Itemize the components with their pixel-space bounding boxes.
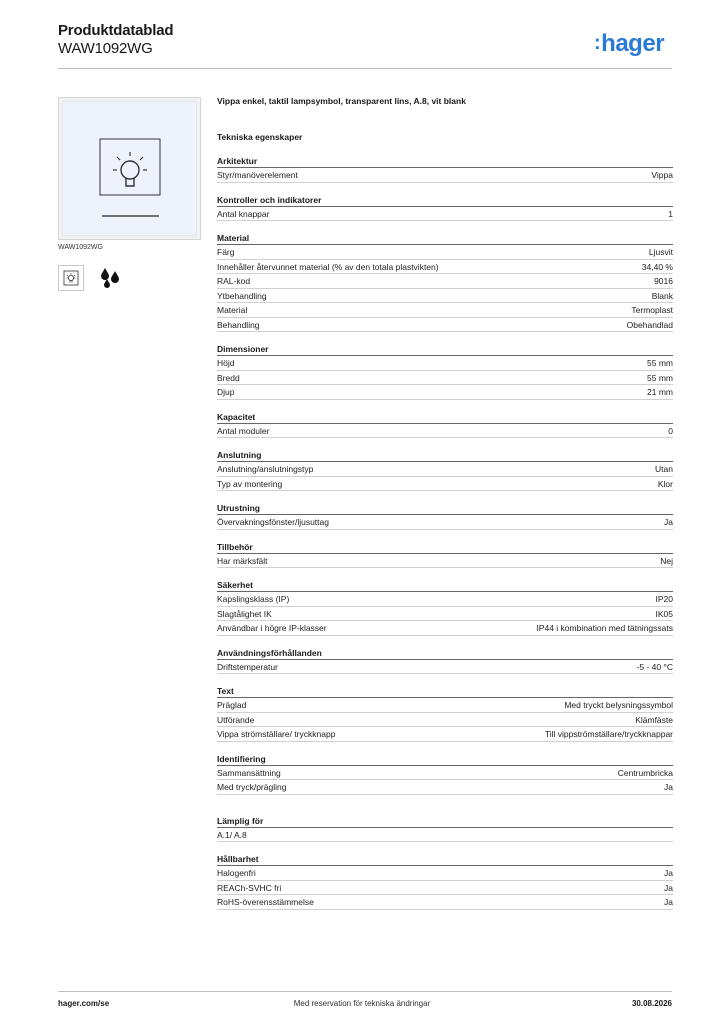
spec-row xyxy=(217,766,673,781)
spec-value: Med tryckt belysningssymbol xyxy=(564,700,673,710)
section-title: Kapacitet xyxy=(217,411,673,424)
spec-section xyxy=(217,815,673,843)
spec-value: IP20 xyxy=(655,594,673,604)
hager-logo xyxy=(594,30,664,58)
spec-value: 55 mm xyxy=(647,372,673,383)
spec-key: Djup xyxy=(217,387,235,397)
spec-row xyxy=(217,621,673,636)
spec-value: Vippa xyxy=(651,170,673,180)
spec-value: 9016 xyxy=(654,276,673,286)
document-title: Produktdatablad xyxy=(58,22,174,39)
spec-row xyxy=(217,895,673,910)
spec-row xyxy=(217,371,673,386)
section-title: Utrustning xyxy=(217,502,673,515)
spec-row xyxy=(217,245,673,260)
spec-section xyxy=(217,155,673,183)
spec-row xyxy=(217,592,673,607)
spec-row xyxy=(217,274,673,289)
section-title: Material xyxy=(217,232,673,245)
spec-value: Till vippströmställare/tryckknappar xyxy=(544,729,673,739)
spec-value: Ja xyxy=(664,882,673,893)
spec-key: Användbar i högre IP-klasser xyxy=(217,623,327,633)
section-title: Dimensioner xyxy=(217,343,673,356)
spec-key: Driftstemperatur xyxy=(217,661,278,672)
spec-key: Färg xyxy=(217,247,235,257)
image-caption: WAW1092WG xyxy=(58,244,103,251)
spec-section xyxy=(217,343,673,400)
spec-section xyxy=(217,232,673,332)
spec-row xyxy=(217,207,673,222)
spec-value: Ja xyxy=(664,868,673,878)
spec-row xyxy=(217,713,673,728)
product-specs xyxy=(217,96,673,921)
logo-colon-mark: : xyxy=(594,32,601,54)
spec-key: Kapslingsklass (IP) xyxy=(217,594,290,604)
spec-key: Antal moduler xyxy=(217,425,270,436)
spec-key: Övervakningsfönster/ljusuttag xyxy=(217,517,329,527)
logo-text: hager xyxy=(601,30,665,57)
spec-value: Obehandlad xyxy=(626,319,673,330)
spec-row xyxy=(217,477,673,492)
spec-row xyxy=(217,424,673,439)
section-title: Lämplig för xyxy=(217,815,673,828)
lamp-symbol-graphic xyxy=(62,101,197,236)
product-description: Vippa enkel, taktil lampsymbol, transparent lins, A.8, vit blank xyxy=(217,96,466,106)
spec-row xyxy=(217,318,673,333)
product-image xyxy=(58,97,201,240)
spec-section xyxy=(217,685,673,742)
product-code: WAW1092WG xyxy=(58,40,153,57)
spec-value: Centrumbricka xyxy=(617,767,673,778)
spec-value: 1 xyxy=(668,208,673,219)
spec-value: 55 mm xyxy=(647,358,673,368)
spec-key: Styr/manöverelement xyxy=(217,170,298,180)
section-title: Kontroller och indikatorer xyxy=(217,194,673,207)
spec-section xyxy=(217,753,673,795)
spec-value: Ja xyxy=(664,517,673,527)
section-title: Identifiering xyxy=(217,753,673,766)
spec-value: 21 mm xyxy=(647,387,673,397)
section-title: Användningsförhållanden xyxy=(217,647,673,660)
spec-key: Har märksfält xyxy=(217,555,268,566)
section-title: Säkerhet xyxy=(217,579,673,592)
spec-key: Anslutning/anslutningstyp xyxy=(217,464,314,474)
spec-row xyxy=(217,698,673,713)
spec-key: Behandling xyxy=(217,319,260,330)
spec-row xyxy=(217,828,673,843)
spec-value: Klor xyxy=(657,478,673,489)
section-title: Anslutning xyxy=(217,449,673,462)
spec-value: IP44 i kombination med tätningssats xyxy=(536,623,673,633)
tech-properties-heading: Tekniska egenskaper xyxy=(217,132,303,142)
spec-section xyxy=(217,853,673,910)
spec-value: Ja xyxy=(664,897,673,907)
spec-key: REACh-SVHC fri xyxy=(217,882,282,893)
header-divider xyxy=(58,68,672,69)
section-title: Hållbarhet xyxy=(217,853,673,866)
spec-row xyxy=(217,727,673,742)
spec-key: Bredd xyxy=(217,372,240,383)
spec-sections xyxy=(217,155,673,910)
spec-row xyxy=(217,168,673,183)
spec-value: Blank xyxy=(651,290,673,301)
spec-section xyxy=(217,541,673,569)
spec-key: Vippa strömställare/ tryckknapp xyxy=(217,729,336,739)
spec-row xyxy=(217,303,673,318)
footer-divider xyxy=(58,991,672,992)
spec-key: Innehåller återvunnet material (% av den totala plastvikten) xyxy=(217,261,439,272)
spec-section xyxy=(217,194,673,222)
spec-key: Slagtålighet IK xyxy=(217,608,272,619)
spec-section xyxy=(217,647,673,675)
switch-plate xyxy=(62,101,197,236)
spec-row xyxy=(217,462,673,477)
spec-key: Antal knappar xyxy=(217,208,270,219)
spec-key: Sammansättning xyxy=(217,767,281,778)
footer-website[interactable]: hager.com/se xyxy=(58,999,110,1008)
spec-key: A.1/ A.8 xyxy=(217,829,247,840)
spec-row xyxy=(217,881,673,896)
spec-key: Utförande xyxy=(217,714,255,725)
footer-disclaimer: Med reservation för tekniska ändringar xyxy=(293,999,431,1008)
spec-section xyxy=(217,502,673,530)
spec-section xyxy=(217,579,673,636)
section-title: Text xyxy=(217,685,673,698)
spec-value: Ljusvit xyxy=(648,247,673,257)
water-drops-icon xyxy=(97,265,123,291)
spec-key: RoHS-överensstämmelse xyxy=(217,897,314,907)
spec-key: Ytbehandling xyxy=(217,290,267,301)
spec-key: Material xyxy=(217,305,248,315)
spec-value: 0 xyxy=(668,425,673,436)
lamp-symbol-icon xyxy=(58,265,84,291)
section-title: Arkitektur xyxy=(217,155,673,168)
spec-value: Ja xyxy=(664,782,673,792)
spec-key: RAL-kod xyxy=(217,276,251,286)
spec-row xyxy=(217,607,673,622)
spec-value: Termoplast xyxy=(631,305,673,315)
spec-key: Halogenfri xyxy=(217,868,256,878)
spec-key: Höjd xyxy=(217,358,235,368)
spec-row xyxy=(217,289,673,304)
spec-value: IK05 xyxy=(655,608,673,619)
spec-value: Nej xyxy=(660,555,673,566)
spec-row xyxy=(217,660,673,675)
spec-key: Med tryck/prägling xyxy=(217,782,287,792)
spec-value: Utan xyxy=(655,464,673,474)
spec-row xyxy=(217,356,673,371)
spec-row xyxy=(217,515,673,530)
section-title: Tillbehör xyxy=(217,541,673,554)
spec-section xyxy=(217,449,673,491)
spec-key: Präglad xyxy=(217,700,247,710)
spec-row xyxy=(217,554,673,569)
spec-row xyxy=(217,780,673,795)
spec-value: -5 - 40 °C xyxy=(636,661,673,672)
spec-row xyxy=(217,260,673,275)
spec-key: Typ av montering xyxy=(217,478,283,489)
spec-value: 34,40 % xyxy=(641,261,673,272)
footer-date: 30.08.2026 xyxy=(631,999,672,1008)
spec-section xyxy=(217,411,673,439)
spec-value: Klämfäste xyxy=(635,714,673,725)
spec-row xyxy=(217,385,673,400)
spec-row xyxy=(217,866,673,881)
